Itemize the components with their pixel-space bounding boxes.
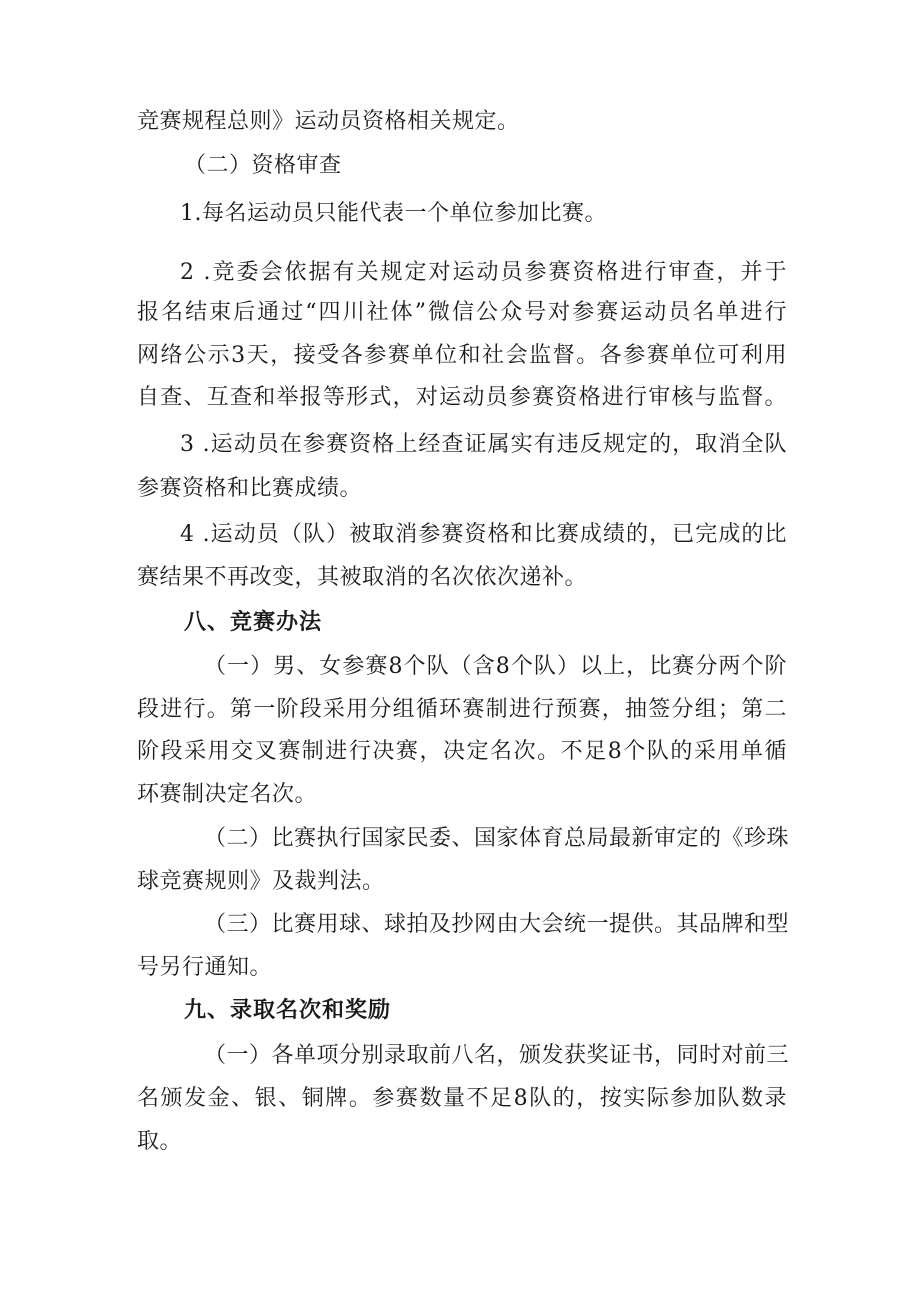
text-line: （二）比赛执行国家民委、国家体育总局最新审定的《珍珠 [204, 826, 790, 851]
text-line: 段进行。第一阶段采用分组循环赛制进行预赛，抽签分组；第二 [137, 697, 787, 722]
text-line: 赛结果不再改变，其被取消的名次依次递补。 [137, 565, 588, 590]
text-line: 环赛制决定名次。 [137, 782, 318, 807]
text-line: （一）各单项分别录取前八名，颁发获奖证书，同时对前三 [204, 1043, 790, 1068]
text-line: 3 .运动员在参赛资格上经查证属实有违反规定的，取消全队 [180, 432, 787, 457]
text-line: （三）比赛用球、球拍及抄网由大会统一提供。其品牌和型 [204, 912, 790, 937]
section-heading: 八、竞赛办法 [184, 610, 323, 635]
text-line: 4 .运动员（队）被取消参赛资格和比赛成绩的，已完成的比 [180, 522, 787, 547]
section-heading: 九、录取名次和奖励 [184, 998, 392, 1023]
text-line: 阶段采用交叉赛制进行决赛，决定名次。不足8个队的采用单循 [137, 739, 787, 764]
text-line: 球竞赛规则》及裁判法。 [137, 869, 385, 894]
text-line: 网络公示3天，接受各参赛单位和社会监督。各参赛单位可利用 [137, 343, 787, 368]
text-line: 2 .竞委会依据有关规定对运动员参赛资格进行审查，并于 [180, 260, 787, 285]
text-line: 1.每名运动员只能代表一个单位参加比赛。 [180, 201, 607, 226]
text-line: 报名结束后通过“四川社体”微信公众号对参赛运动员名单进行 [137, 300, 787, 325]
text-line: 号另行通知。 [137, 955, 273, 980]
text-line: （一）男、女参赛8个队（含8个队）以上，比赛分两个阶 [204, 654, 787, 679]
text-line: 名颁发金、银、铜牌。参赛数量不足8队的，按实际参加队数录 [137, 1086, 787, 1111]
subsection-heading: （二）资格审查 [184, 153, 342, 178]
text-line: 自查、互查和举报等形式，对运动员参赛资格进行审核与监督。 [137, 385, 787, 410]
text-line: 参赛资格和比赛成绩。 [137, 476, 363, 501]
text-line: 取。 [137, 1129, 183, 1154]
text-line: 竞赛规程总则》运动员资格相关规定。 [137, 109, 520, 134]
